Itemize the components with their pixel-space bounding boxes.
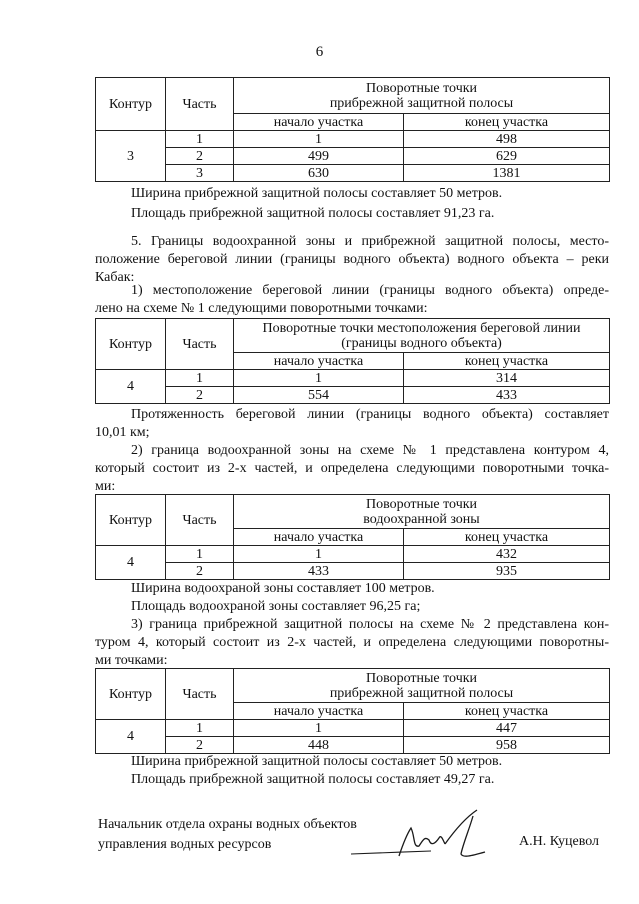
part-cell: 1 — [166, 720, 234, 737]
col-start: начало участка — [234, 353, 404, 370]
group-header-line1: Поворотные точки — [365, 670, 478, 686]
part-cell: 1 — [166, 546, 234, 563]
start-cell: 1 — [234, 131, 404, 148]
table-row — [96, 563, 610, 580]
item-2-line: 2) граница водоохранной зоны на схеме № 1 представлена контуром 4, — [131, 443, 609, 458]
page-number: 6 — [315, 44, 324, 60]
col-chast: Часть — [166, 495, 234, 546]
start-cell: 1 — [234, 720, 404, 737]
col-kontur: Контур — [96, 78, 166, 131]
part-cell: 2 — [166, 737, 234, 754]
table-group-header — [234, 495, 610, 529]
group-header-line2: прибрежной защитной полосы — [329, 95, 514, 111]
col-start: начало участка — [234, 529, 404, 546]
end-cell: 498 — [404, 131, 610, 148]
kontur-cell: 4 — [96, 370, 166, 404]
area-statement-2: Площадь водоохраной зоны составляет 96,25 га; — [131, 599, 421, 614]
item-2-line: ми: — [95, 479, 116, 494]
table-row — [96, 387, 610, 404]
col-kontur: Контур — [96, 319, 166, 370]
section-5-line: Кабак: — [95, 270, 135, 285]
start-cell: 448 — [234, 737, 404, 754]
section-5-paragraph — [95, 233, 609, 287]
handwritten-signature — [345, 806, 495, 868]
col-end: конец участка — [404, 529, 610, 546]
item-3-paragraph — [95, 616, 609, 670]
end-cell: 935 — [404, 563, 610, 580]
position-line-2: управления водных ресурсов — [98, 837, 272, 852]
start-cell: 433 — [234, 563, 404, 580]
part-cell: 2 — [166, 148, 234, 165]
part-cell: 2 — [166, 563, 234, 580]
item-1-line: 1) местоположение береговой линии (границы водного объекта) опреде- — [131, 283, 609, 298]
table-row — [96, 370, 610, 387]
end-cell: 1381 — [404, 165, 610, 182]
length-paragraph — [95, 406, 609, 442]
item-3-line: туром 4, который состоит из 2-х частей, и определена следующими поворотны- — [95, 635, 609, 650]
table-row — [96, 131, 610, 148]
item-3-line: 3) граница прибрежной защитной полосы на схеме № 2 представлена кон- — [131, 617, 609, 632]
section-5-line: положение береговой линии (границы водного объекта) водного объекта – реки — [95, 252, 609, 267]
kontur-cell: 3 — [96, 131, 166, 182]
table-group-header — [234, 669, 610, 703]
table-row — [96, 546, 610, 563]
col-end: конец участка — [404, 114, 610, 131]
end-cell: 433 — [404, 387, 610, 404]
end-cell: 958 — [404, 737, 610, 754]
end-cell: 629 — [404, 148, 610, 165]
width-statement-2: Ширина водоохраной зоны составляет 100 метров. — [131, 581, 435, 596]
part-cell: 1 — [166, 131, 234, 148]
table-shoreline-kontur-4 — [95, 318, 610, 404]
table-coast-strip-kontur-3 — [95, 77, 610, 182]
part-cell: 3 — [166, 165, 234, 182]
kontur-cell: 4 — [96, 546, 166, 580]
end-cell: 447 — [404, 720, 610, 737]
table-coast-strip-kontur-4 — [95, 668, 610, 754]
table-group-header — [234, 78, 610, 114]
group-header-line1: Поворотные точки местоположения береговой линии — [262, 320, 581, 336]
kontur-cell: 4 — [96, 720, 166, 754]
signatory-position — [98, 815, 357, 855]
item-1-paragraph — [95, 282, 609, 318]
section-5-line: 5. Границы водоохранной зоны и прибрежной защитной полосы, место- — [131, 234, 609, 249]
length-line: 10,01 км; — [95, 425, 150, 440]
group-header-line2: прибрежной защитной полосы — [329, 685, 514, 701]
width-statement-3: Ширина прибрежной защитной полосы составляет 50 метров. — [131, 754, 503, 769]
item-1-line: лено на схеме № 1 следующими поворотными точками: — [95, 301, 428, 316]
group-header-line2: водоохранной зоны — [363, 511, 480, 527]
start-cell: 1 — [234, 370, 404, 387]
table-row — [96, 720, 610, 737]
item-2-line: который состоит из 2-х частей, и определена следующими поворотными точка- — [95, 461, 609, 476]
col-chast: Часть — [166, 669, 234, 720]
group-header-line1: Поворотные точки — [365, 496, 478, 512]
col-chast: Часть — [166, 78, 234, 131]
table-water-protection-zone-kontur-4 — [95, 494, 610, 580]
start-cell: 630 — [234, 165, 404, 182]
area-statement-3: Площадь прибрежной защитной полосы составляет 49,27 га. — [131, 772, 495, 787]
col-start: начало участка — [234, 114, 404, 131]
position-line-1: Начальник отдела охраны водных объектов — [98, 817, 357, 832]
group-header-line2: (границы водного объекта) — [341, 335, 502, 351]
col-end: конец участка — [404, 353, 610, 370]
signatory-name: А.Н. Куцевол — [519, 834, 600, 849]
col-kontur: Контур — [96, 669, 166, 720]
col-start: начало участка — [234, 703, 404, 720]
width-statement-1: Ширина прибрежной защитной полосы составляет 50 метров. — [131, 186, 503, 201]
part-cell: 1 — [166, 370, 234, 387]
start-cell: 554 — [234, 387, 404, 404]
col-kontur: Контур — [96, 495, 166, 546]
table-row — [96, 148, 610, 165]
part-cell: 2 — [166, 387, 234, 404]
item-2-paragraph — [95, 442, 609, 496]
col-chast: Часть — [166, 319, 234, 370]
group-header-line1: Поворотные точки — [365, 80, 478, 96]
item-3-line: ми точками: — [95, 653, 168, 668]
table-row — [96, 165, 610, 182]
table-row — [96, 737, 610, 754]
start-cell: 1 — [234, 546, 404, 563]
area-statement-1: Площадь прибрежной защитной полосы составляет 91,23 га. — [131, 206, 495, 221]
col-end: конец участка — [404, 703, 610, 720]
end-cell: 432 — [404, 546, 610, 563]
start-cell: 499 — [234, 148, 404, 165]
end-cell: 314 — [404, 370, 610, 387]
table-group-header — [234, 319, 610, 353]
length-line: Протяженность береговой линии (границы водного объекта) составляет — [131, 407, 609, 422]
